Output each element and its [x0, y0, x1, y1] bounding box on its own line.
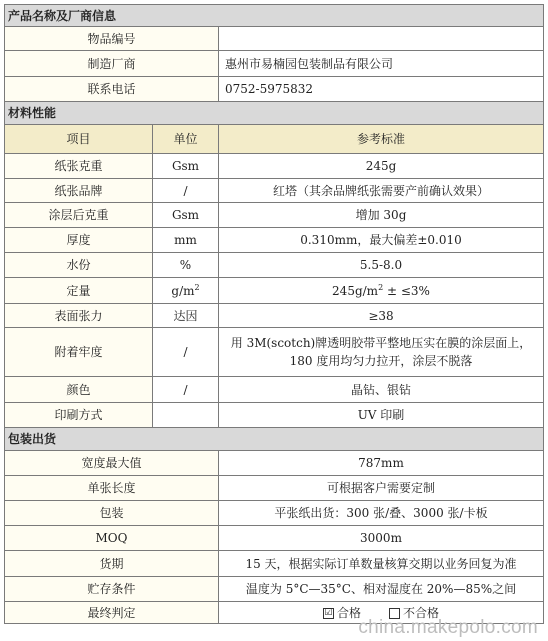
packing-value: 787mm: [219, 451, 544, 476]
material-unit: /: [153, 328, 219, 377]
packing-section-title: 包装出货: [5, 428, 544, 451]
material-value: 用 3M(scotch)牌透明胶带平整地压实在膜的涂层面上，180 度用均匀力拉开，涂层不脱落: [219, 328, 544, 377]
packing-label: 单张长度: [5, 476, 219, 501]
value-tolerance-text: ± ≤3%: [383, 283, 430, 298]
material-value: 增加 30g: [219, 203, 544, 228]
final-judgement-label: 最终判定: [5, 602, 219, 624]
value-superscript: 2: [378, 282, 384, 292]
fail-label: 不合格: [403, 605, 440, 620]
material-item: 定量: [5, 278, 153, 304]
material-item: 水份: [5, 253, 153, 278]
material-unit: /: [153, 377, 219, 403]
material-header-standard: 参考标准: [219, 125, 544, 154]
material-value: 0.310mm，最大偏差±0.010: [219, 228, 544, 253]
packing-value: 15 天，根据实际订单数量核算交期以业务回复为准: [219, 551, 544, 577]
material-item: 厚度: [5, 228, 153, 253]
manufacturer-label: 制造厂商: [5, 51, 219, 77]
manufacturer-value: 惠州市易楠园包装制品有限公司: [219, 51, 544, 77]
packing-label: 包装: [5, 501, 219, 526]
packing-label: 宽度最大值: [5, 451, 219, 476]
material-value: [219, 278, 544, 304]
item-number-label: 物品编号: [5, 27, 219, 51]
material-value: ≥38: [219, 304, 544, 328]
material-header-item: 项目: [5, 125, 153, 154]
material-item: 表面张力: [5, 304, 153, 328]
packing-label: MOQ: [5, 526, 219, 551]
unit-superscript: 2: [194, 282, 200, 292]
material-item: 附着牢度: [5, 328, 153, 377]
packing-label: 贮存条件: [5, 577, 219, 602]
material-value: 245g: [219, 154, 544, 179]
material-unit: [153, 403, 219, 428]
pass-checkbox[interactable]: ☑: [324, 607, 333, 618]
phone-value: 0752-5975832: [219, 77, 544, 102]
pass-label: 合格: [336, 605, 361, 620]
material-value: 红塔（其余品牌纸张需要产前确认效果）: [219, 179, 544, 203]
material-unit: %: [153, 253, 219, 278]
material-item: 涂层后克重: [5, 203, 153, 228]
packing-value: 平张纸出货：300 张/叠、3000 张/卡板: [219, 501, 544, 526]
material-item: 颜色: [5, 377, 153, 403]
material-item: 纸张品牌: [5, 179, 153, 203]
product-info-section-title: 产品名称及厂商信息: [5, 5, 544, 27]
material-value: 5.5-8.0: [219, 253, 544, 278]
packing-value: 3000m: [219, 526, 544, 551]
material-unit: Gsm: [153, 154, 219, 179]
item-number-value: [219, 27, 544, 51]
value-main-text: 245g/m: [332, 283, 379, 298]
material-unit: mm: [153, 228, 219, 253]
phone-label: 联系电话: [5, 77, 219, 102]
material-unit: [153, 278, 219, 304]
material-value: UV 印刷: [219, 403, 544, 428]
material-item: 纸张克重: [5, 154, 153, 179]
material-value: 晶钻、银钻: [219, 377, 544, 403]
material-unit: /: [153, 179, 219, 203]
material-unit: 达因: [153, 304, 219, 328]
material-header-unit: 单位: [153, 125, 219, 154]
packing-value: 可根据客户需要定制: [219, 476, 544, 501]
packing-label: 货期: [5, 551, 219, 577]
material-unit: Gsm: [153, 203, 219, 228]
spec-sheet-table: [4, 4, 544, 624]
packing-value: 温度为 5°C—35°C、相对湿度在 20%—85%之间: [219, 577, 544, 602]
watermark-text: china.makepolo.com: [358, 617, 538, 638]
material-item: 印刷方式: [5, 403, 153, 428]
unit-main-text: g/m: [171, 283, 195, 298]
material-section-title: 材料性能: [5, 102, 544, 125]
